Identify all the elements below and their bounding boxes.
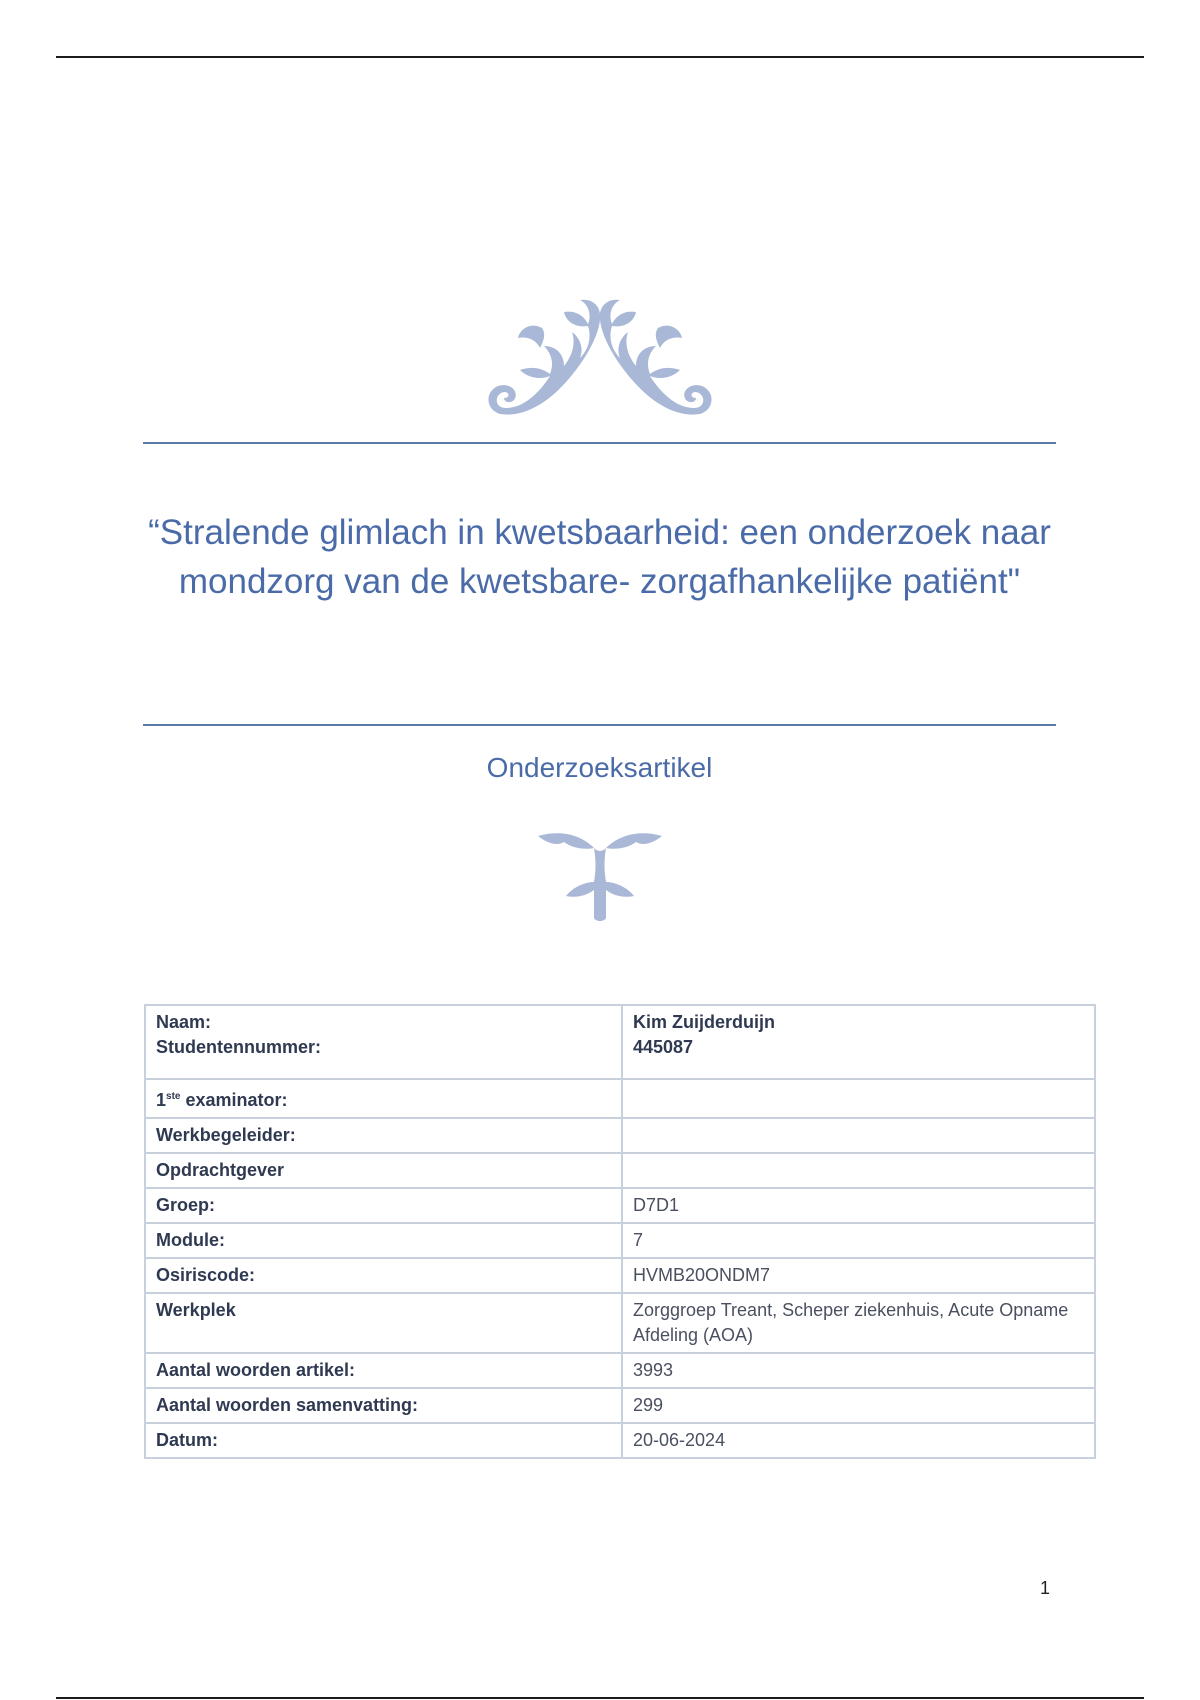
table-row xyxy=(145,1388,1095,1423)
table-cell-value xyxy=(622,1118,1095,1153)
table-row xyxy=(145,1188,1095,1223)
table-cell-label: Aantal woorden samenvatting: xyxy=(145,1388,622,1423)
table-cell-label: Werkplek xyxy=(145,1293,622,1353)
table-cell-value xyxy=(622,1153,1095,1188)
title-bottom-rule xyxy=(143,724,1056,726)
naam-value: Kim Zuijderduijn xyxy=(633,1012,775,1032)
table-cell-label: Werkbegeleider: xyxy=(145,1118,622,1153)
table-row xyxy=(145,1353,1095,1388)
table-row xyxy=(145,1423,1095,1458)
table-cell-label xyxy=(145,1005,622,1079)
table-cell-value: 299 xyxy=(622,1388,1095,1423)
document-title: “Stralende glimlach in kwetsbaarheid: een onderzoek naar mondzorg van de kwetsbare- zorgafhankelijke patiënt" xyxy=(148,513,1051,601)
table-cell-label: Osiriscode: xyxy=(145,1258,622,1293)
naam-label: Naam: xyxy=(156,1012,212,1032)
page-number: 1 xyxy=(1040,1578,1051,1598)
document-subtitle: Onderzoeksartikel xyxy=(486,752,713,783)
table-cell-label: 1ste examinator: xyxy=(145,1079,622,1118)
table-cell-value: 7 xyxy=(622,1223,1095,1258)
table-row xyxy=(145,1153,1095,1188)
page-top-border xyxy=(56,56,1144,58)
table-cell-label: Module: xyxy=(145,1223,622,1258)
table-cell-value: D7D1 xyxy=(622,1188,1095,1223)
table-row xyxy=(145,1258,1095,1293)
table-cell-value: HVMB20ONDM7 xyxy=(622,1258,1095,1293)
table-cell-label: Groep: xyxy=(145,1188,622,1223)
floral-scroll-ornament-icon xyxy=(480,292,720,422)
page-bottom-border xyxy=(56,1697,1144,1699)
table-cell-value xyxy=(622,1005,1095,1079)
table-cell-value: 20-06-2024 xyxy=(622,1423,1095,1458)
table-cell-label: Aantal woorden artikel: xyxy=(145,1353,622,1388)
student-info-table xyxy=(144,1004,1096,1459)
table-row xyxy=(145,1118,1095,1153)
studentennummer-label: Studentennummer: xyxy=(156,1037,322,1057)
title-top-rule xyxy=(143,442,1056,444)
table-row xyxy=(145,1005,1095,1079)
table-cell-value: Zorggroep Treant, Scheper ziekenhuis, Acute Opname Afdeling (AOA) xyxy=(622,1293,1095,1353)
table-row xyxy=(145,1293,1095,1353)
table-row xyxy=(145,1079,1095,1118)
studentennummer-value: 445087 xyxy=(633,1037,694,1057)
leaf-flourish-ornament-icon xyxy=(536,830,664,922)
table-cell-value xyxy=(622,1079,1095,1118)
table-row xyxy=(145,1223,1095,1258)
table-cell-value: 3993 xyxy=(622,1353,1095,1388)
table-cell-label: Opdrachtgever xyxy=(145,1153,622,1188)
table-cell-label: Datum: xyxy=(145,1423,622,1458)
